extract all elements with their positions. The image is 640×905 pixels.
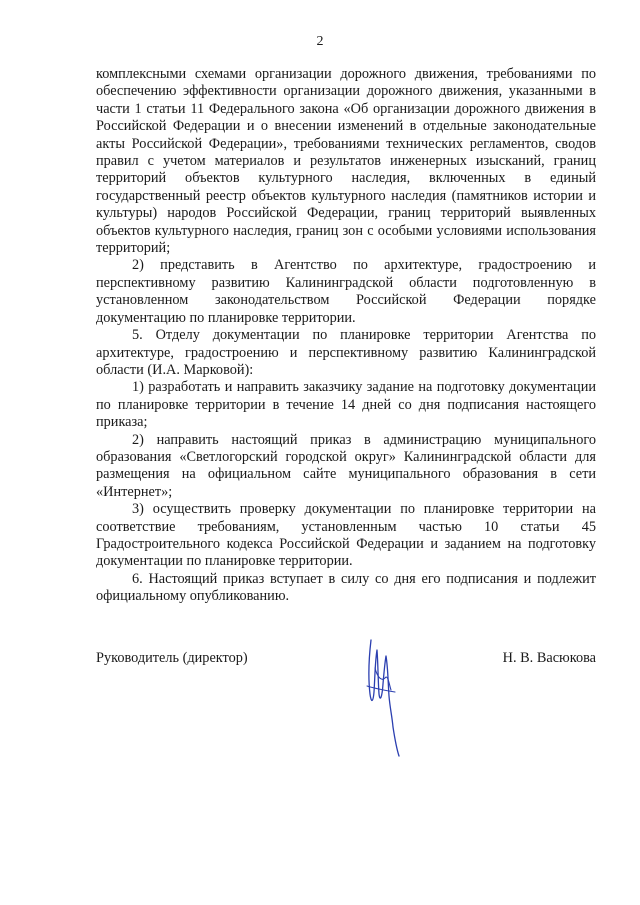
- signer-title: Руководитель (директор): [96, 650, 248, 666]
- page-number: 2: [316, 34, 324, 49]
- document-body: [96, 66, 596, 606]
- paragraph-clause-6: 6. Настоящий приказ вступает в силу со дня его подписания и подлежит официальному опубликованию.: [96, 570, 596, 605]
- paragraph-continuation: комплексными схемами организации дорожного движения, требованиями по обеспечению эффективности организации дорожного движения, указанными в части 1 статьи 11 Федерального закона «Об организации дорожного движения в Российской Федерации и о внесении изменений в отдельные законодательные акты Российской Федерации», требованиями технических регламентов, сводов правил с учетом материалов и результатов инженерных изысканий, границ территорий объектов культурного наследия, включенных в единый государственный реестр объектов культурного наследия (памятников истории и культуры) народов Российской Федерации, границ территорий выявленных объектов культурного наследия, границ зон с особыми условиями использования территорий;: [96, 66, 596, 257]
- paragraph-item-2-submit: 2) представить в Агентство по архитектуре, градостроению и перспективному развитию Калининградской области подготовленную в установленном законодательством Российской Федерации порядке документацию по планировке территории.: [96, 257, 596, 326]
- paragraph-clause-5: 5. Отделу документации по планировке территории Агентства по архитектуре, градостроению и перспективному развитию Калининградской области (И.А. Марковой):: [96, 327, 596, 378]
- signature-stroke-main: [369, 640, 399, 756]
- paragraph-clause-5-item-3: 3) осуществить проверку документации по планировке территории на соответствие требованиям, установленным частью 10 статьи 45 Градостроительного кодекса Российской Федерации и заданием на подготовку документации по планировке территории.: [96, 501, 596, 570]
- paragraph-clause-5-item-2: 2) направить настоящий приказ в администрацию муниципального образования «Светлогорский городской округ» Калининградской области для размещения на официальном сайте муниципального образования в сети «Интернет»;: [96, 431, 596, 500]
- paragraph-clause-5-item-1: 1) разработать и направить заказчику задание на подготовку документации по планировке территории в течение 14 дней со дня подписания настоящего приказа;: [96, 379, 596, 431]
- signer-name: Н. В. Васюкова: [502, 650, 596, 666]
- handwritten-signature: [355, 632, 415, 762]
